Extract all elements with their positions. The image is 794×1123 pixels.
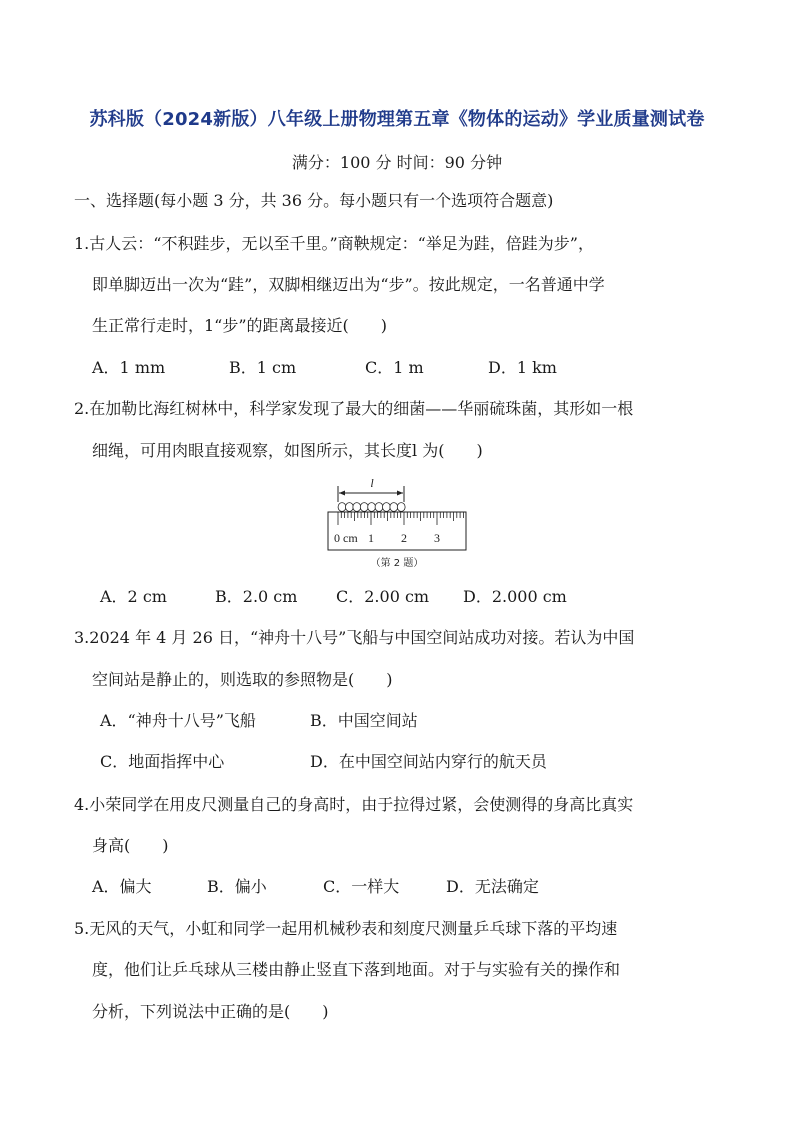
question-5-line-3: 分析，下列说法中正确的是( ) — [92, 1002, 329, 1021]
bacterium-bead — [360, 503, 368, 512]
question-1-options — [92, 357, 712, 379]
section-heading: 一、选择题(每小题 3 分，共 36 分。每小题只有一个选项符合题意) — [74, 191, 554, 210]
question-2-option-d[interactable]: D．2.000 cm — [463, 587, 567, 606]
bacterium-bead — [397, 503, 405, 512]
question-4-options — [92, 876, 712, 898]
question-4-line-1: 4.小荣同学在用皮尺测量自己的身高时，由于拉得过紧，会使测得的身高比真实 — [74, 795, 634, 814]
ruler-figure — [322, 476, 472, 572]
length-arrow-left — [339, 491, 345, 496]
exam-title: 苏科版（2024新版）八年级上册物理第五章《物体的运动》学业质量测试卷 — [89, 109, 705, 130]
question-5-line-1: 5.无风的天气，小虹和同学一起用机械秒表和刻度尺测量乒乓球下落的平均速 — [74, 919, 618, 938]
question-2-line-1: 2.在加勒比海红树林中，科学家发现了最大的细菌——华丽硫珠菌，其形如一根 — [74, 399, 634, 418]
question-3-options-row-2 — [100, 751, 720, 773]
question-2-option-b[interactable]: B．2.0 cm — [215, 587, 298, 606]
bacterium-bead — [390, 503, 398, 512]
question-3-line-2: 空间站是静止的，则选取的参照物是( ) — [92, 670, 393, 689]
scale-label-0: 0 cm — [334, 531, 358, 545]
question-2-option-a[interactable]: A．2 cm — [100, 587, 167, 606]
question-3-option-b[interactable]: B．中国空间站 — [310, 711, 418, 730]
question-5-line-2: 度，他们让乒乓球从三楼由静止竖直下落到地面。对于与实验有关的操作和 — [92, 960, 621, 979]
question-2-line-2: 细绳，可用肉眼直接观察，如图所示，其长度l 为( ) — [92, 441, 483, 460]
length-arrow-right — [397, 491, 403, 496]
question-3-options-row-1 — [100, 710, 720, 732]
bacterium-bead — [338, 503, 346, 512]
question-4-option-b[interactable]: B．偏小 — [207, 877, 267, 896]
exam-subtitle: 满分：100 分 时间：90 分钟 — [291, 153, 503, 172]
question-2-option-c[interactable]: C．2.00 cm — [336, 587, 430, 606]
bacterium-bead — [375, 503, 383, 512]
bacterium-bead — [346, 503, 354, 512]
bacterium-bead — [353, 503, 361, 512]
question-3-option-c[interactable]: C．地面指挥中心 — [100, 752, 225, 771]
bacterium-chain — [338, 503, 405, 512]
question-1-option-a[interactable]: A．1 mm — [92, 358, 166, 377]
question-1-line-3: 生正常行走时，1“步”的距离最接近( ) — [92, 316, 388, 335]
bacterium-bead — [368, 503, 376, 512]
question-1-option-b[interactable]: B．1 cm — [229, 358, 297, 377]
question-4-option-a[interactable]: A．偏大 — [92, 877, 152, 896]
scale-label-1: 1 — [368, 531, 374, 545]
question-2-options — [100, 586, 720, 608]
ruler-ticks — [338, 512, 463, 525]
question-1-line-2: 即单脚迈出一次为“跬”，双脚相继迈出为“步”。按此规定，一名普通中学 — [92, 275, 605, 294]
question-3-line-1: 3.2024 年 4 月 26 日，“神舟十八号”飞船与中国空间站成功对接。若认为中国 — [74, 628, 635, 647]
question-3-option-a[interactable]: A．“神舟十八号”飞船 — [100, 711, 256, 730]
length-label: l — [370, 476, 374, 490]
question-1-option-c[interactable]: C．1 m — [365, 358, 424, 377]
scale-label-2: 2 — [401, 531, 407, 545]
figure-caption: （第 2 题） — [370, 558, 424, 569]
question-1-option-d[interactable]: D．1 km — [488, 358, 557, 377]
question-4-line-2: 身高( ) — [92, 836, 169, 855]
question-4-option-d[interactable]: D．无法确定 — [446, 877, 539, 896]
question-3-option-d[interactable]: D．在中国空间站内穿行的航天员 — [310, 752, 547, 771]
scale-label-3: 3 — [434, 531, 440, 545]
bacterium-bead — [383, 503, 391, 512]
question-4-option-c[interactable]: C．一样大 — [323, 877, 400, 896]
ruler-diagram — [322, 476, 472, 572]
question-1-line-1: 1.古人云：“不积跬步，无以至千里。”商鞅规定：“举足为跬，倍跬为步”， — [74, 234, 594, 253]
